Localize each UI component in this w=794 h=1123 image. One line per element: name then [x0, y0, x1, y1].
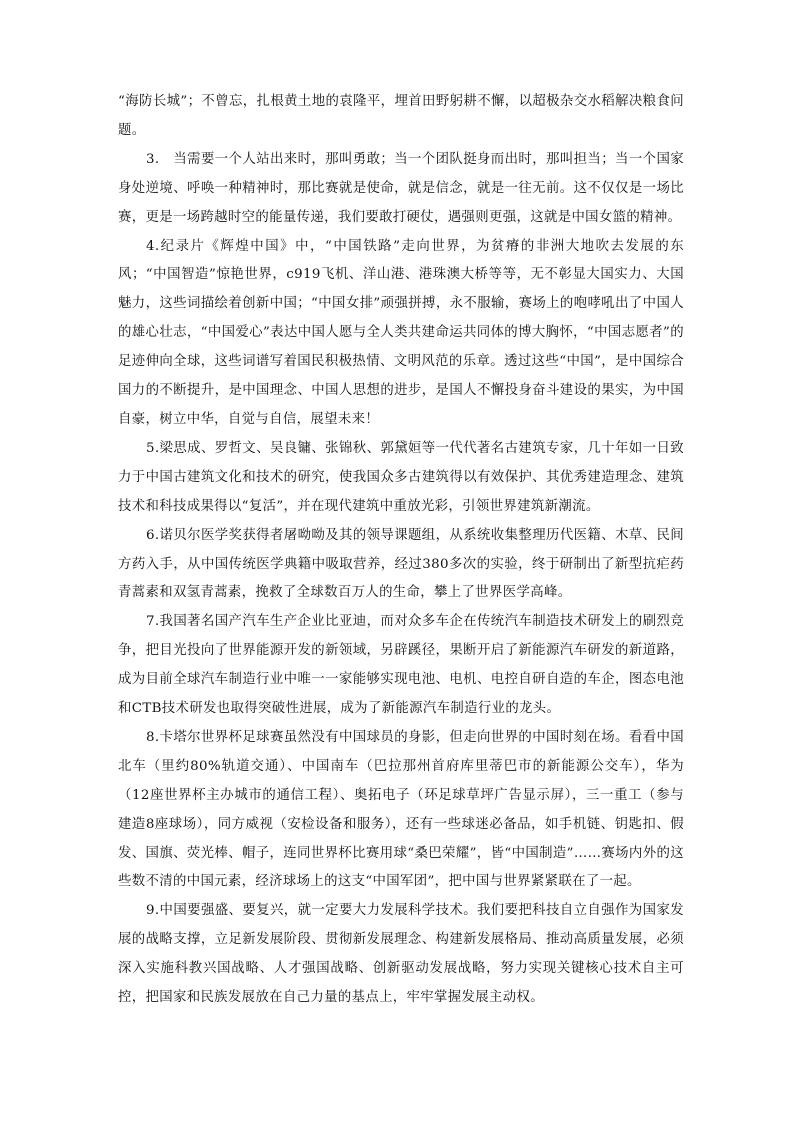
paragraph-3: 3. 当需要一个人站出来时，那叫勇敢；当一个团队挺身而出时，那叫担当；当一个国家身处逆境、呼唤一种精神时，那比赛就是使命，就是信念，就是一往无前。这不仅仅是一场比赛，更是一场跨越时空的能量传递，我们要敢打硬仗，遇强则更强，这就是中国女篮的精神。 — [118, 151, 684, 225]
paragraph-continuation: “海防长城”；不曾忘，扎根黄土地的袁隆平，埋首田野躬耕不懈，以超极杂交水稻解决粮食问题。 — [118, 94, 684, 138]
paragraph-5: 5.梁思成、罗哲文、吴良镛、张锦秋、郭黛姮等一代代著名古建筑专家，几十年如一日致力于中国古建筑文化和技术的研究，使我国众多古建筑得以有效保护、其优秀建造理念、建筑技术和科技成果得以“复活”，并在现代建筑中重放光彩，引领世界建筑新潮流。 — [118, 440, 684, 514]
paragraph-8: 8.卡塔尔世界杯足球赛虽然没有中国球员的身影，但走向世界的中国时刻在场。看看中国北车（里约80%轨道交通）、中国南车（巴拉那州首府库里蒂巴市的新能源公交车），华为（12座世界杯主办城市的通信工程）、奥拓电子（环足球草坪广告显示屏），三一重工（参与建造8座球场），同方威视（安检设备和服务），还有一些球迷必备品，如手机链、钥匙扣、假发、国旗、荧光棒、帽子，连同世界杯比赛用球“桑巴荣耀”，皆“中国制造”……赛场内外的这些数不清的中国元素，经济球场上的这支“中国军团”，把中国与世界紧紧联在了一起。 — [118, 729, 684, 890]
paragraph-6: 6.诺贝尔医学奖获得者屠呦呦及其的领导课题组，从系统收集整理历代医籍、木草、民间方药入手，从中国传统医学典籍中吸取营养，经过380多次的实验，终于研制出了新型抗疟药青蒿素和双氢青蒿素，挽救了全球数百万人的生命，攀上了世界医学高峰。 — [118, 527, 684, 601]
paragraph-4: 4.纪录片《辉煌中国》中，“中国铁路”走向世界，为贫瘠的非洲大地吹去发展的东风；“中国智造”惊艳世界，c919飞机、洋山港、港珠澳大桥等等，无不彰显大国实力、大国魅力，这些词描绘着创新中国；“中国女排”顽强拼搏，永不服输，赛场上的咆哮吼出了中国人的雄心壮志，“中国爱心”表达中国人愿与全人类共建命运共同体的博大胸怀，“中国志愿者”的足迹伸向全球，这些词谱写着国民积极热情、文明风范的乐章。透过这些“中国”，是中国综合国力的不断提升，是中国理念、中国人思想的进步，是国人不懈投身奋斗建设的果实，为中国自豪，树立中华，自觉与自信，展望未来！ — [118, 238, 684, 427]
paragraph-9: 9.中国要强盛、要复兴，就一定要大力发展科学技术。我们要把科技自立自强作为国家发展的战略支撑，立足新发展阶段、贯彻新发展理念、构建新发展格局、推动高质量发展，必须深入实施科教兴国战略、人才强国战略、创新驱动发展战略，努力实现关键核心技术自主可控，把国家和民族发展放在自己力量的基点上，牢牢掌握发展主动权。 — [118, 903, 684, 1006]
paragraph-7: 7.我国著名国产汽车生产企业比亚迪，而对众多车企在传统汽车制造技术研发上的刷烈竞争，把目光投向了世界能源开发的新领域，另辟蹊径，果断开启了新能源汽车研发的新道路，成为目前全球汽车制造行业中唯一一家能够实现电池、电机、电控自研自造的车企，图态电池和CTB技术研发也取得突破性进展，成为了新能源汽车制造行业的龙头。 — [118, 614, 684, 717]
document-body — [118, 88, 684, 1013]
